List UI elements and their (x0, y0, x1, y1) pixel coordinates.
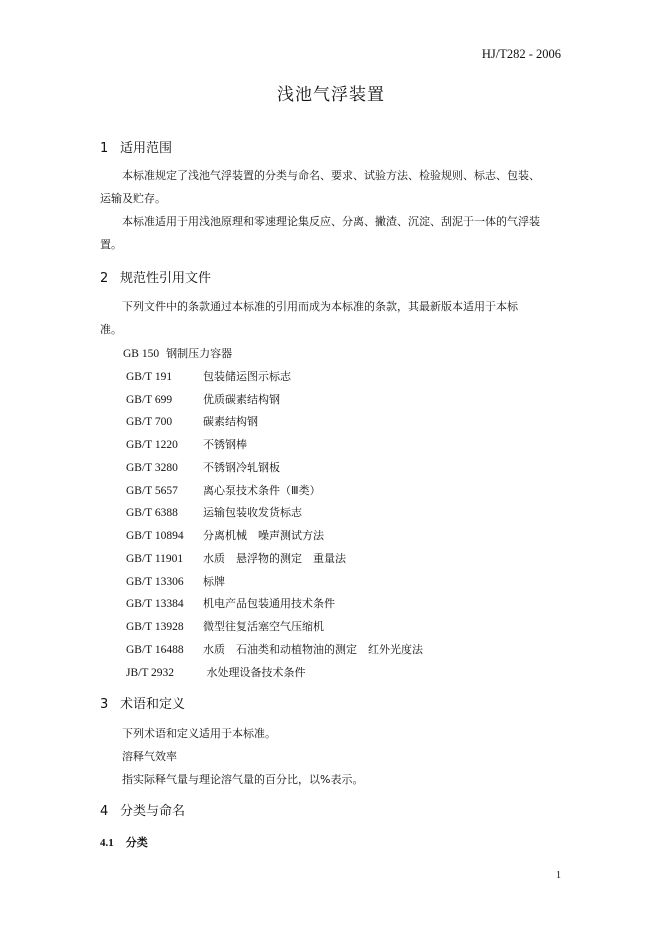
normative-intro-paragraph (100, 295, 565, 341)
reference-title: 离心泵技术条件（Ⅲ类） (203, 484, 321, 497)
paragraph-line: 本标准规定了浅池气浮装置的分类与命名、要求、试验方法、检验规则、标志、包装、 (122, 169, 540, 182)
reference-title: 不锈钢冷轧钢板 (203, 461, 280, 474)
term-name: 溶释气效率 (122, 750, 177, 763)
reference-title: 包装储运图示标志 (203, 370, 291, 383)
reference-title: 钢制压力容器 (166, 347, 233, 360)
reference-code: GB/T 13928 (126, 621, 184, 633)
section-heading-scope (100, 137, 172, 156)
reference-item (126, 459, 280, 475)
reference-code: GB/T 13306 (126, 576, 184, 588)
reference-item (126, 436, 247, 452)
reference-item (126, 664, 306, 680)
reference-item (126, 527, 324, 543)
reference-item (126, 413, 258, 429)
reference-code: GB/T 16488 (126, 644, 184, 656)
scope-paragraph-1 (100, 164, 565, 210)
reference-item (126, 504, 302, 520)
section-title: 分类与命名 (120, 804, 186, 819)
reference-code: GB/T 13384 (126, 598, 184, 610)
paragraph-line: 准。 (100, 323, 122, 336)
scope-paragraph-2 (100, 210, 565, 256)
paragraph-line: 下列文件中的条款通过本标准的引用而成为本标准的条款，其最新版本适用于本标 (122, 300, 518, 313)
section-number: 4 (100, 804, 109, 819)
paragraph-line: 置。 (100, 238, 122, 251)
standard-code-header: HJ/T282 - 2006 (481, 47, 561, 61)
section-number: 3 (100, 697, 109, 712)
reference-title: 碳素结构钢 (203, 415, 258, 428)
reference-code: GB/T 1220 (126, 439, 178, 451)
page-number: 1 (556, 870, 561, 881)
section-number: 2 (100, 271, 109, 286)
reference-code: GB/T 11901 (126, 553, 184, 565)
reference-item (126, 482, 321, 498)
reference-title: 分离机械 噪声测试方法 (203, 529, 324, 542)
section-title: 术语和定义 (120, 697, 186, 712)
reference-code: GB 150 (123, 348, 160, 360)
reference-item (126, 618, 324, 634)
reference-title: 微型往复活塞空气压缩机 (203, 620, 324, 633)
section-heading-normative-references (100, 267, 211, 286)
section-number: 1 (100, 141, 109, 156)
reference-item (126, 368, 291, 384)
term-definition: 指实际释气量与理论溶气量的百分比，以%表示。 (122, 773, 364, 786)
reference-code: GB/T 700 (126, 416, 173, 428)
reference-item (126, 550, 346, 566)
reference-title: 机电产品包装通用技术条件 (203, 597, 335, 610)
reference-item (126, 595, 335, 611)
reference-code: GB/T 3280 (126, 462, 178, 474)
reference-code: JB/T 2932 (126, 667, 175, 679)
reference-title: 水质 石油类和动植物油的测定 红外光度法 (203, 643, 423, 656)
reference-title: 优质碳素结构钢 (203, 393, 280, 406)
reference-item (126, 641, 423, 657)
reference-code: GB/T 191 (126, 371, 173, 383)
subsection-number: 4.1 (100, 837, 114, 849)
section-heading-classification (100, 800, 185, 819)
terms-intro: 下列术语和定义适用于本标准。 (122, 727, 276, 740)
paragraph-line: 运输及贮存。 (100, 192, 166, 205)
subsection-heading-classification (100, 834, 148, 850)
reference-title: 不锈钢棒 (203, 438, 247, 451)
reference-title: 运输包装收发货标志 (203, 506, 302, 519)
reference-code: GB/T 699 (126, 394, 173, 406)
reference-gb150 (123, 345, 232, 361)
reference-title: 标牌 (203, 575, 225, 588)
reference-code: GB/T 6388 (126, 507, 178, 519)
subsection-title: 分类 (125, 836, 148, 849)
reference-code: GB/T 5657 (126, 485, 178, 497)
section-heading-terms (100, 693, 185, 712)
section-title: 规范性引用文件 (120, 271, 212, 286)
section-title: 适用范围 (120, 141, 173, 156)
document-title: 浅池气浮装置 (277, 85, 385, 105)
reference-title: 水质 悬浮物的测定 重量法 (203, 552, 346, 565)
paragraph-line: 本标准适用于用浅池原理和零速理论集反应、分离、撇渣、沉淀、刮泥于一体的气浮装 (122, 215, 540, 228)
reference-item (126, 391, 280, 407)
reference-item (126, 573, 225, 589)
reference-title: 水处理设备技术条件 (203, 666, 306, 679)
reference-code: GB/T 10894 (126, 530, 184, 542)
